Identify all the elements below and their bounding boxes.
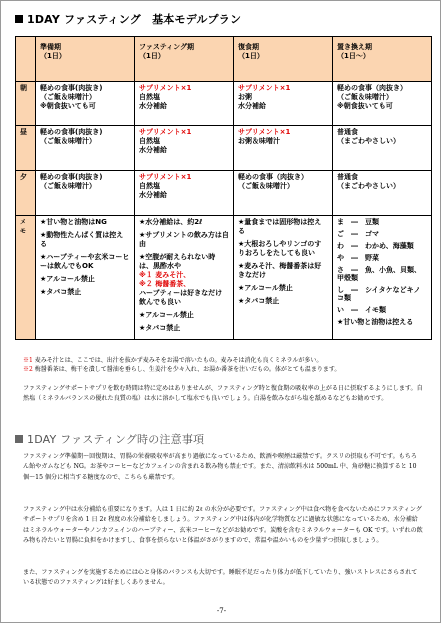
column-header: ファスティング期 （1日） <box>135 37 234 82</box>
table-cell: サプリメント×1 自然塩 水分補給 <box>135 171 234 216</box>
table-cell: 軽めの食事(肉抜き) （ご飯＆味噌汁） <box>36 171 135 216</box>
table-cell: サプリメント×1 自然塩 水分補給 <box>135 82 234 126</box>
paragraph-prohibitions: ファスティング準備期〜回復期は、胃腸の栄養吸収率が高まり過敏になっているため、飲酒や喫煙は厳禁です。クスリの摂取も不可です。もちろん飴やガムなども NG。お茶やコーヒーなどカフェインの含まれる飲み物も禁止です。また、清涼飲料水は 500mL 中、角砂糖に換算すると 10 個〜15 個分に相当する糖度なので、こちらも厳禁です。 <box>23 453 417 481</box>
section-title-cautions: 1DAY ファスティング時の注意事項 <box>15 431 204 447</box>
table-row-memo <box>16 216 432 340</box>
row-label: メモ <box>16 216 36 340</box>
model-plan-table <box>15 36 432 340</box>
section-title-plan: 1DAY ファスティング 基本モデルプラン <box>15 11 241 27</box>
memo-cell: ★量食までは固形物は控える ★大根おろしやリンゴのすりおろしをたしても良い ★麦みそ汁、梅醤番茶は好きなだけ ★アルコール禁止 ★タバコ禁止 <box>234 216 333 340</box>
table-row-morning <box>16 82 432 126</box>
table-cell: サプリメント×1 お粥＆味噌汁 <box>234 126 333 171</box>
memo-cell: ま ― 豆類 ご ― ゴマ わ ― わかめ、海藻類 や ― 野菜 さ ― 魚、小魚、貝類、甲殻類 し ― シイタケなどキノコ類 い ― イモ類 ★甘い物と油物は控える <box>333 216 432 340</box>
row-label: 昼 <box>16 126 36 171</box>
paragraph-supplement: ファスティングサポートサプリを飲む時間は特に定めはありませんが、ファスティング時と復食期の吸収率の上がる日に摂取するようにします。自然塩（ミネラルバランスの優れた良質の塩）は水に溶かして塩水でも良いでしょう。白湯を飲みながら塩を舐めるなどもお勧めです。 <box>23 385 423 403</box>
table-cell: 軽めの食事（肉抜き） （ご飯＆味噌汁） <box>234 171 333 216</box>
column-header: 復食期 （1日） <box>234 37 333 82</box>
memo-cell: ★水分補給は、約2ℓ ★サプリメントの飲み方は自由 ★空腹が耐えられない時は、黒酢水や ※１ 麦みそ汁、 ※２ 梅醤番茶、 ハーブティーは好きなだけ飲んでも良い ★アルコール禁止 ★タバコ禁止 <box>135 216 234 340</box>
table-cell: サプリメント×1 お粥 水分補給 <box>234 82 333 126</box>
page-number: -7- <box>216 607 227 615</box>
table-cell: 普通食 （まごわやさしい） <box>333 171 432 216</box>
column-header: 準備期 （1日） <box>36 37 135 82</box>
footnote: ※2 梅醤番茶は、梅干を潰して醤油を垂らし、生姜汁を少々入れ、お湯か番茶を注いだもの。体がとても温まります。 <box>23 366 341 373</box>
table-cell: 普通食 （まごわやさしい） <box>333 126 432 171</box>
row-label: 朝 <box>16 82 36 126</box>
row-label: 夕 <box>16 171 36 216</box>
table-cell: 軽めの食事（肉抜き） （ご飯＆味噌汁） ※朝食抜いても可 <box>333 82 432 126</box>
footnotes <box>23 356 423 374</box>
paragraph-balance: また、ファスティングを実施するためには心と身体のバランスも大切です。睡眠不足だったり体力が低下していたり、強いストレスにさらされている状態でのファスティングは好ましくありません。 <box>23 569 418 587</box>
table-cell: 軽めの食事(肉抜き) （ご飯＆味噌汁） <box>36 126 135 171</box>
table-corner-cell <box>16 37 36 82</box>
table-header-row <box>16 37 432 82</box>
column-header: 置き換え期 （1日～） <box>333 37 432 82</box>
paragraph-hydration: ファスティング中は水分補給も重要になります。人は 1 日に約 2ℓ の水分が必要です。ファスティング中は食べ物を食べないためにファスティングサポートサプリを含め 1 日 2ℓ 程度の水分補給をしましょう。ファスティング中は体内が化学物質などに過敏な状態になっているため、水分補給はミネラルウォーターやノンカフェインのハーブティー、玄米コーヒーなどがお勧めです。炭酸を含むミネラルウォーターも OK です。いずれの飲み物も冷たいと胃腸に負担をかけますし、食事を摂らないと体温がさがりますので、常温や温かいものを少量ずつ摂取しましょう。 <box>23 506 423 545</box>
bullet-square-icon <box>15 15 23 23</box>
table-cell: 軽めの食事(肉抜き) （ご飯＆味噌汁） ※朝食抜いても可 <box>36 82 135 126</box>
table-cell: サプリメント×1 自然塩 水分補給 <box>135 126 234 171</box>
table-row-noon <box>16 126 432 171</box>
footnote: ※1 麦みそ汁とは、ここでは、出汁を抜かず麦みそをお湯で溶いたもの。麦みそは消化も良くミネラルが多い。 <box>23 357 323 364</box>
bullet-square-icon <box>15 435 23 443</box>
memo-cell: ★甘い物と油物はNG ★動物性たんぱく質は控える ★ハーブティーや玄米コーヒーは飲んでもOK ★アルコール禁止 ★タバコ禁止 <box>36 216 135 340</box>
table-row-evening <box>16 171 432 216</box>
